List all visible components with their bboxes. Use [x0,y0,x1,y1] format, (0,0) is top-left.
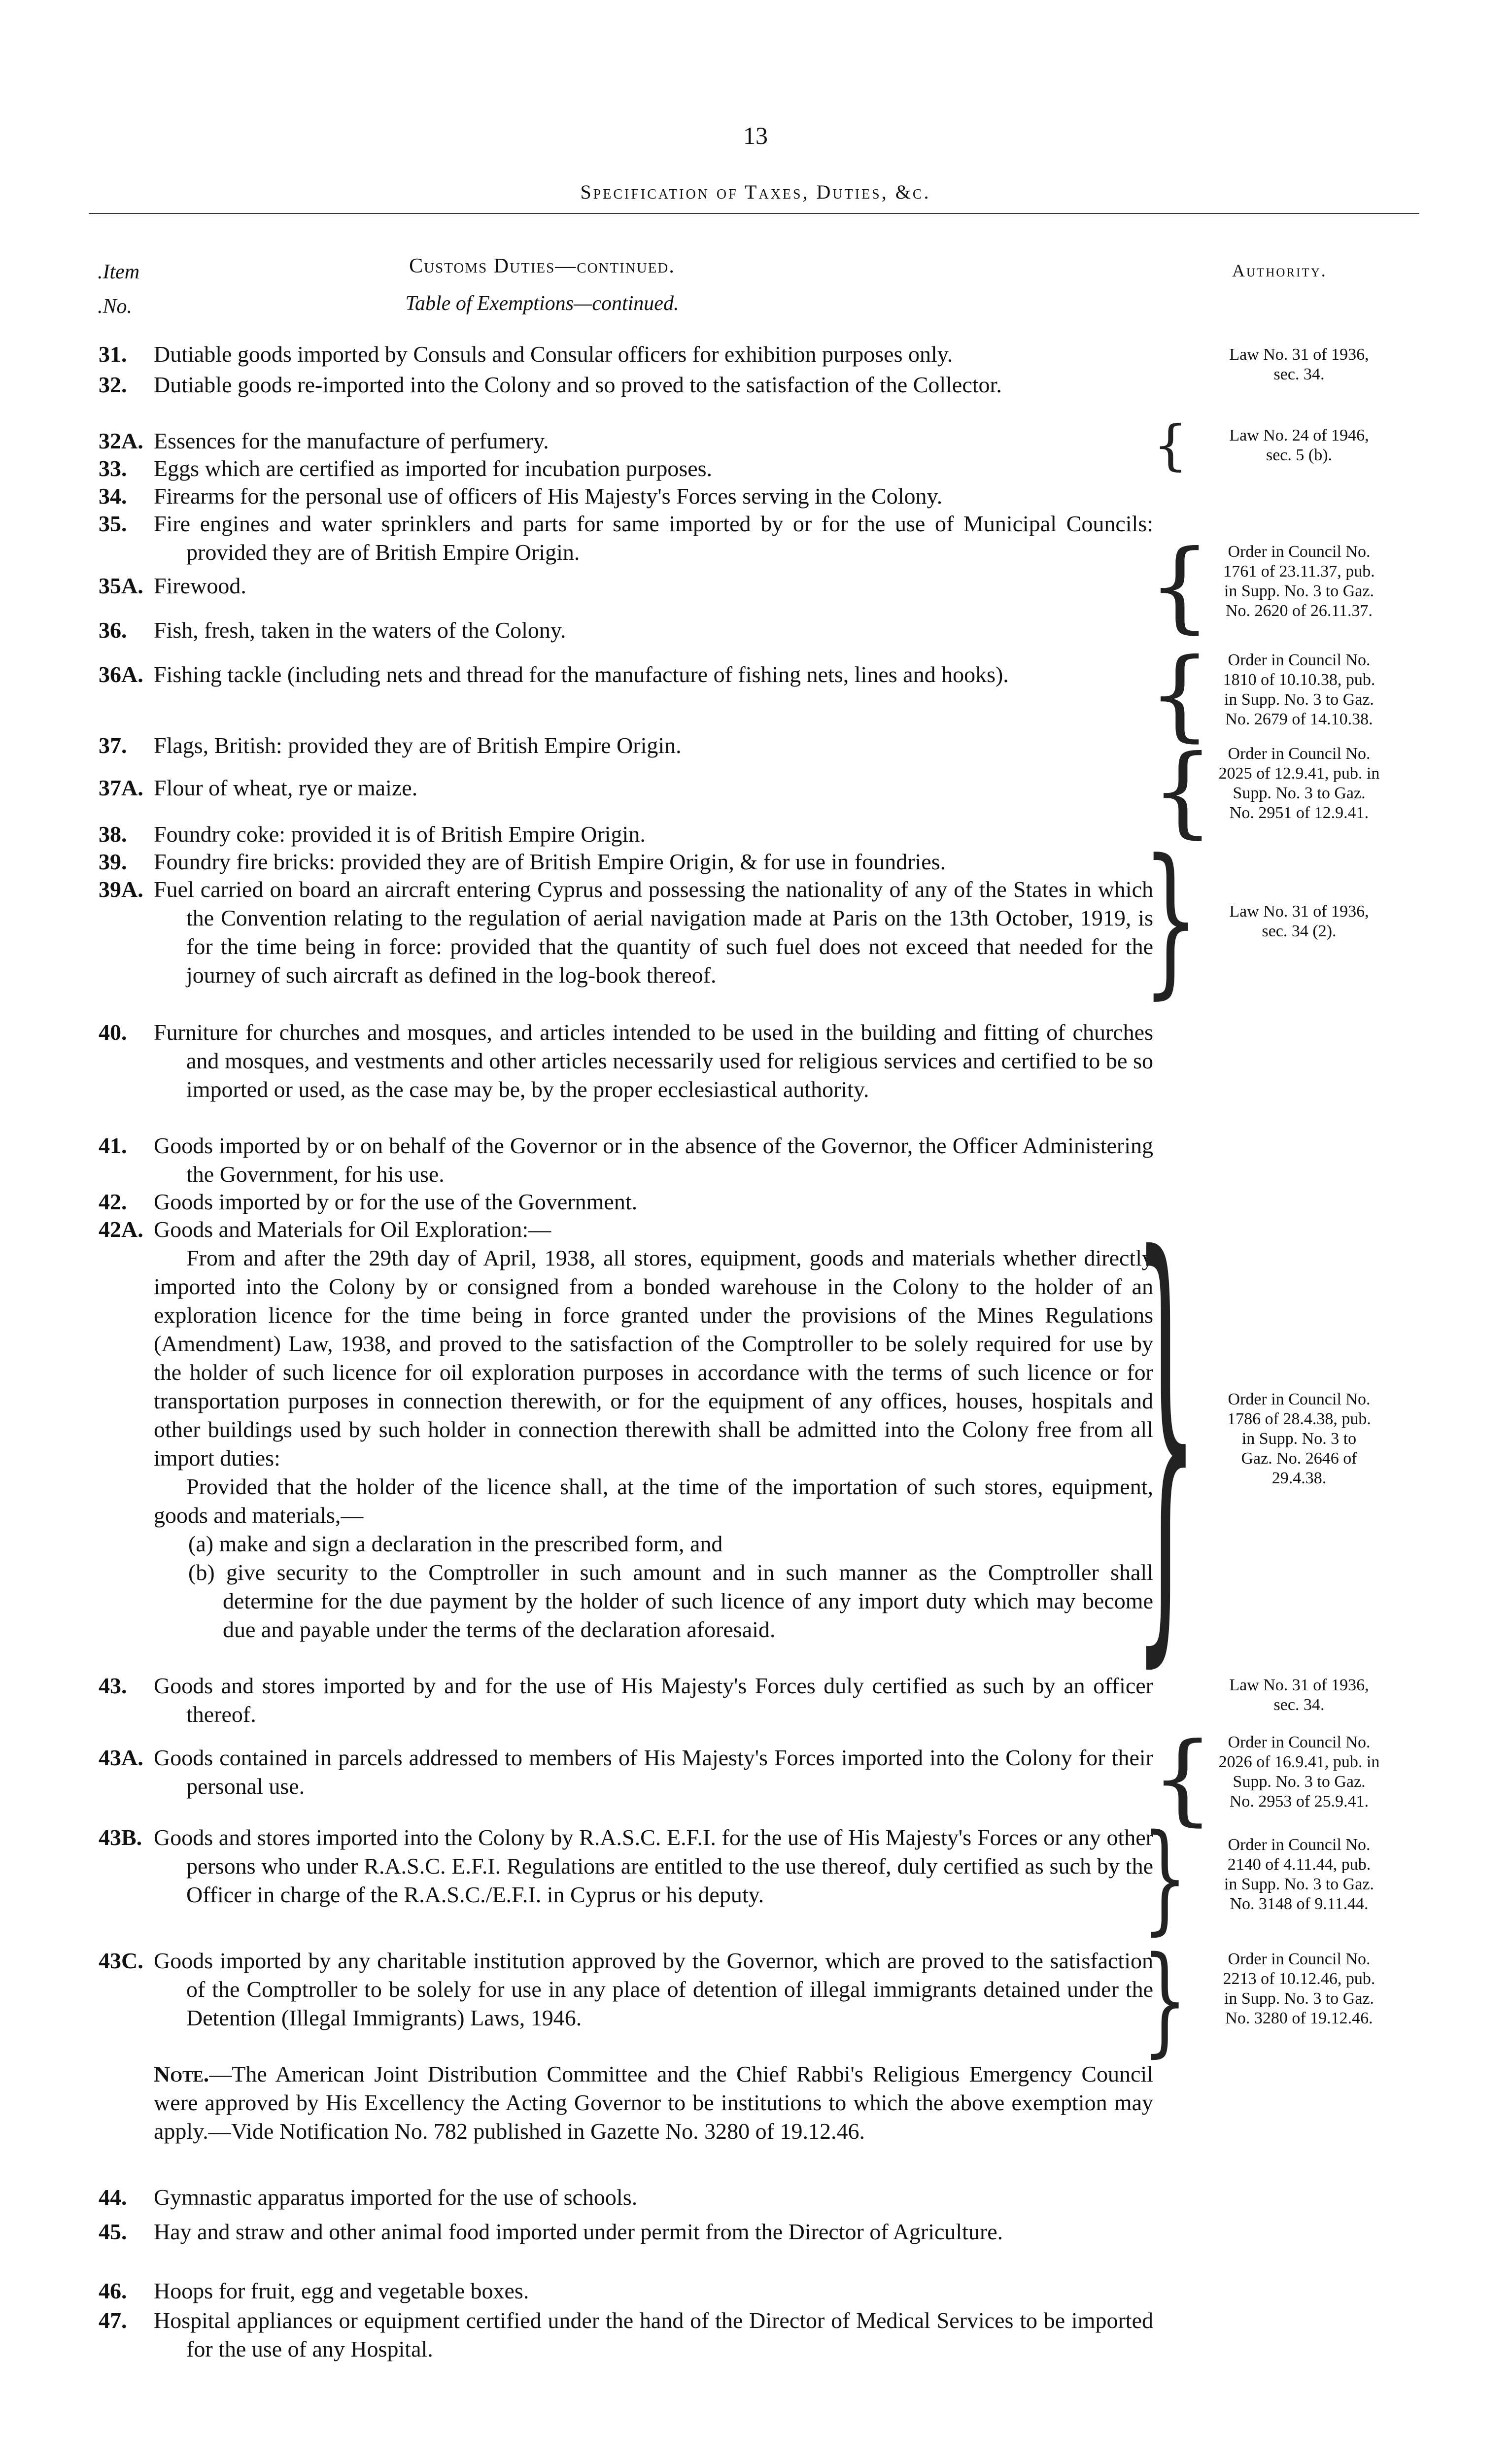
item-number: 43. [99,1673,127,1698]
authority-line: 2213 of 10.12.46, pub. [1223,1970,1375,1988]
item-number: 46. [99,2278,127,2303]
authority-line: No. 2953 of 25.9.41. [1229,1792,1369,1811]
item-number: 32. [99,372,127,397]
column-header-authority: Authority. [1232,261,1327,280]
column-header-item: .Item [98,261,140,283]
brace: { [1148,637,1211,752]
authority-line: 1810 of 10.10.38, pub. [1223,671,1375,689]
section-heading-table: Table of Exemptions—continued. [405,292,679,315]
authority-line: Order in Council No. [1228,1950,1371,1968]
column-header-no: .No. [98,295,133,318]
authority-entry [1171,1676,1427,1715]
list-item [99,1188,1153,1216]
authority-entry [1171,1733,1427,1812]
authority-line: 2025 of 12.9.41, pub. in [1218,764,1380,783]
item-text: Fuel carried on board an aircraft entering Cyprus and possessing the nationality of any of the States in which the Convention relating to the regulation of aerial navigation made at Paris on the 13th October, 1919, is for the time being in force: provided that the quantity of such fuel does not exceed that needed for the journey of such aircraft as defined in the log-book thereof. [154,877,1153,988]
item-text: Goods contained in parcels addressed to members of His Majesty's Forces imported into the Colony for their personal use. [154,1745,1153,1799]
item-number: 39A. [99,877,143,902]
list-item [99,660,1153,689]
authority-line: Order in Council No. [1228,1733,1371,1751]
authority-line: 2140 of 4.11.44, pub. [1227,1855,1371,1874]
list-item [99,1672,1153,1729]
authority-line: Order in Council No. [1228,651,1371,669]
running-title: Specification of Taxes, Duties, &c. [580,181,931,203]
authority-line: Order in Council No. [1228,543,1371,561]
authority-line: in Supp. No. 3 to Gaz. [1224,690,1374,709]
item-text: Fishing tackle (including nets and thread for the manufacture of fishing nets, lines and hooks). [154,662,1009,687]
authority-line: Supp. No. 3 to Gaz. [1233,784,1366,802]
item-number: 42. [99,1189,127,1214]
authority-entry [1171,1950,1427,2028]
list-item [99,1131,1153,1189]
authority-line: sec. 5 (b). [1266,446,1333,464]
item-text: Dutiable goods re-imported into the Colony and so proved to the satisfaction of the Collector. [154,372,1002,397]
authority-line: Order in Council No. [1228,1390,1371,1408]
item-text: Flags, British: provided they are of British Empire Origin. [154,733,682,758]
item-text [154,1215,1153,1644]
authority-entry [1171,1390,1427,1488]
item-number: 38. [99,821,127,847]
authority-line: Order in Council No. [1228,1836,1371,1854]
list-item [99,2183,1153,2212]
authority-entry [1171,744,1427,823]
item-number: 31. [99,342,127,367]
authority-line: Law No. 31 of 1936, [1229,902,1369,921]
authority-line: 29.4.38. [1271,1469,1327,1487]
authority-line: 2026 of 16.9.41, pub. in [1218,1753,1380,1771]
list-item [99,820,1153,849]
item-text: Foundry fire bricks: provided they are of British Empire Origin, & for use in foundries. [154,849,946,874]
item-proviso: Provided that the holder of the licence shall, at the time of the importation of such stores, equipment, goods and materials,— [154,1474,1153,1528]
brace: } [1142,1931,1188,2069]
authority-entry [1171,426,1427,465]
item-title: Goods and Materials for Oil Exploration:— [154,1217,551,1242]
item-number: 32A. [99,428,143,453]
item-number: 35A. [99,573,143,598]
list-item [99,572,1153,600]
note-text: —The American Joint Distribution Committee and the Chief Rabbi's Religious Emergency Council were approved by His Excellency the Acting Governor to be institutions to which the above exemption may apply.—Vide Notification No. 782 published in Gazette No. 3280 of 19.12.46. [154,2061,1153,2144]
header-rule [89,213,1419,214]
list-item-oil-exploration [99,1215,1153,1644]
authority-entry [1171,542,1427,621]
authority-line: No. 2620 of 26.11.37. [1225,602,1373,620]
item-paragraph: From and after the 29th day of April, 1938, all stores, equipment, goods and materials whether directly imported into the Colony by or consigned from a bonded warehouse in the Colony to the holder of an exploration licence for the time being in force granted under the provisions of the Mines Regulations (Amendment) Law, 1938, and proved to the satisfaction of the Comptroller to be solely required for use by the holder of such licence for oil exploration purposes in accordance with the terms of such licence or for transportation purposes in connection therewith, or for the equipment of any offices, houses, hospitals and other buildings used by such holder in connection therewith shall be admitted into the Colony free from all import duties: [154,1245,1153,1471]
authority-line: 1761 of 23.11.37, pub. [1223,562,1375,581]
item-sub-b: (b) give security to the Comptroller in such amount and in such manner as the Comptroller shall determine for the due payment by the holder of such licence of any import duty which may become due and payable under the terms of the declaration aforesaid. [188,1560,1153,1642]
list-item [99,731,1153,760]
brace: } [1142,1809,1188,1947]
authority-entry [1171,345,1427,384]
item-text: Eggs which are certified as imported for incubation purposes. [154,456,713,481]
brace: } [1142,824,1200,1014]
item-number: 37. [99,733,127,758]
item-number: 37A. [99,775,143,800]
item-text: Hoops for fruit, egg and vegetable boxes. [154,2278,529,2303]
item-text: Furniture for churches and mosques, and articles intended to be used in the building and fitting of churches and mosques, and vestments and other articles necessarily used for religious services and certified to be so imported or used, as the case may be, by the proper ecclesiastical authority. [154,1020,1153,1102]
item-text: Fire engines and water sprinklers and parts for same imported by or for the use of Municipal Councils: provided they are of British Empire Origin. [154,511,1153,565]
item-number: 36A. [99,662,143,687]
item-text: Goods and stores imported into the Colony by R.A.S.C. E.F.I. for the use of His Majesty's Forces or any other persons who under R.A.S.C. E.F.I. Regulations are entitled to the use thereof, duly certified as such by the Officer in charge of the R.A.S.C./E.F.I. in Cyprus or his deputy. [154,1825,1153,1907]
note-label: Note. [154,2061,209,2087]
brace: { [1151,1721,1214,1836]
list-item [99,427,1153,455]
item-text: Firewood. [154,573,246,598]
item-number: 45. [99,2219,127,2244]
item-number: 47. [99,2308,127,2333]
item-number: 42A. [99,1217,143,1242]
item-text: Goods and stores imported by and for the use of His Majesty's Forces duly certified as such by an officer thereof. [154,1673,1153,1727]
authority-line: 1786 of 28.4.38, pub. [1227,1410,1371,1428]
item-text: Hospital appliances or equipment certified under the hand of the Director of Medical Services to be imported for the use of any Hospital. [154,2308,1153,2361]
item-number: 34. [99,483,127,509]
authority-line: in Supp. No. 3 to Gaz. [1224,582,1374,600]
item-number: 35. [99,511,127,536]
list-item [99,2218,1153,2246]
item-text: Hay and straw and other animal food imported under permit from the Director of Agriculture. [154,2219,1003,2244]
authority-line: sec. 34 (2). [1262,922,1337,940]
authority-line: sec. 34. [1273,365,1325,383]
item-sub-a: (a) make and sign a declaration in the prescribed form, and [188,1531,723,1556]
item-text: Dutiable goods imported by Consuls and Consular officers for exhibition purposes only. [154,342,953,367]
note [154,2060,1153,2146]
item-number: 40. [99,1020,127,1045]
list-item [99,1744,1153,1801]
item-number: 43C. [99,1948,143,1973]
authority-line: Gaz. No. 2646 of [1241,1449,1357,1468]
list-item [99,482,1153,511]
item-text: Flour of wheat, rye or maize. [154,775,418,800]
brace: { [1151,734,1214,849]
item-number: 43A. [99,1745,143,1770]
list-item [99,1947,1153,2032]
list-item [99,510,1153,567]
brace: { [1148,529,1211,644]
item-number: 41. [99,1133,127,1158]
list-item [99,371,1153,399]
authority-line: Law No. 24 of 1946, [1229,426,1369,445]
list-item [99,875,1153,990]
list-item [99,454,1153,483]
authority-line: No. 3148 of 9.11.44. [1230,1895,1369,1913]
section-heading-customs: Customs Duties—continued. [409,255,675,277]
item-text: Goods imported by any charitable institution approved by the Governor, which are proved to the satisfaction of the Comptroller to be solely for use in any place of detention of illegal immigrants detained under the Detention (Illegal Immigrants) Laws, 1946. [154,1948,1153,2030]
item-text: Goods imported by or on behalf of the Governor or in the absence of the Governor, the Officer Administering the Government, for his use. [154,1133,1153,1187]
authority-line: Supp. No. 3 to Gaz. [1233,1773,1366,1791]
item-number: 36. [99,617,127,643]
authority-line: in Supp. No. 3 to Gaz. [1224,1989,1374,2008]
item-text: Essences for the manufacture of perfumery. [154,428,549,453]
authority-line: Law No. 31 of 1936, [1229,345,1369,364]
item-text: Goods imported by or for the use of the Government. [154,1189,638,1214]
brace: } [1133,1164,1199,1704]
item-number: 44. [99,2185,127,2210]
authority-entry [1171,650,1427,729]
item-number: 39. [99,849,127,874]
authority-line: Law No. 31 of 1936, [1229,1676,1369,1694]
item-text: Gymnastic apparatus imported for the use of schools. [154,2185,638,2210]
page-number: 13 [743,122,768,149]
item-text: Fish, fresh, taken in the waters of the Colony. [154,617,566,643]
brace: { [1153,413,1188,477]
authority-line: in Supp. No. 3 to [1241,1430,1357,1448]
item-number: 43B. [99,1825,142,1850]
item-text: Firearms for the personal use of officers of His Majesty's Forces serving in the Colony. [154,483,943,509]
authority-entry [1171,902,1427,941]
list-item [99,848,1153,876]
list-item [99,616,1153,645]
authority-line: No. 2679 of 14.10.38. [1225,710,1373,728]
list-item [99,340,1153,369]
list-item [99,2277,1153,2305]
authority-line: in Supp. No. 3 to Gaz. [1224,1875,1374,1893]
list-item [99,1018,1153,1104]
authority-line: No. 2951 of 12.9.41. [1229,804,1369,822]
authority-line: Order in Council No. [1228,745,1371,763]
list-item [99,774,1153,802]
authority-line: No. 3280 of 19.12.46. [1225,2009,1373,2027]
item-number: 33. [99,456,127,481]
list-item [99,1823,1153,1909]
authority-entry [1171,1835,1427,1914]
authority-line: sec. 34. [1273,1696,1325,1714]
list-item [99,2306,1153,2363]
item-text: Foundry coke: provided it is of British Empire Origin. [154,821,646,847]
